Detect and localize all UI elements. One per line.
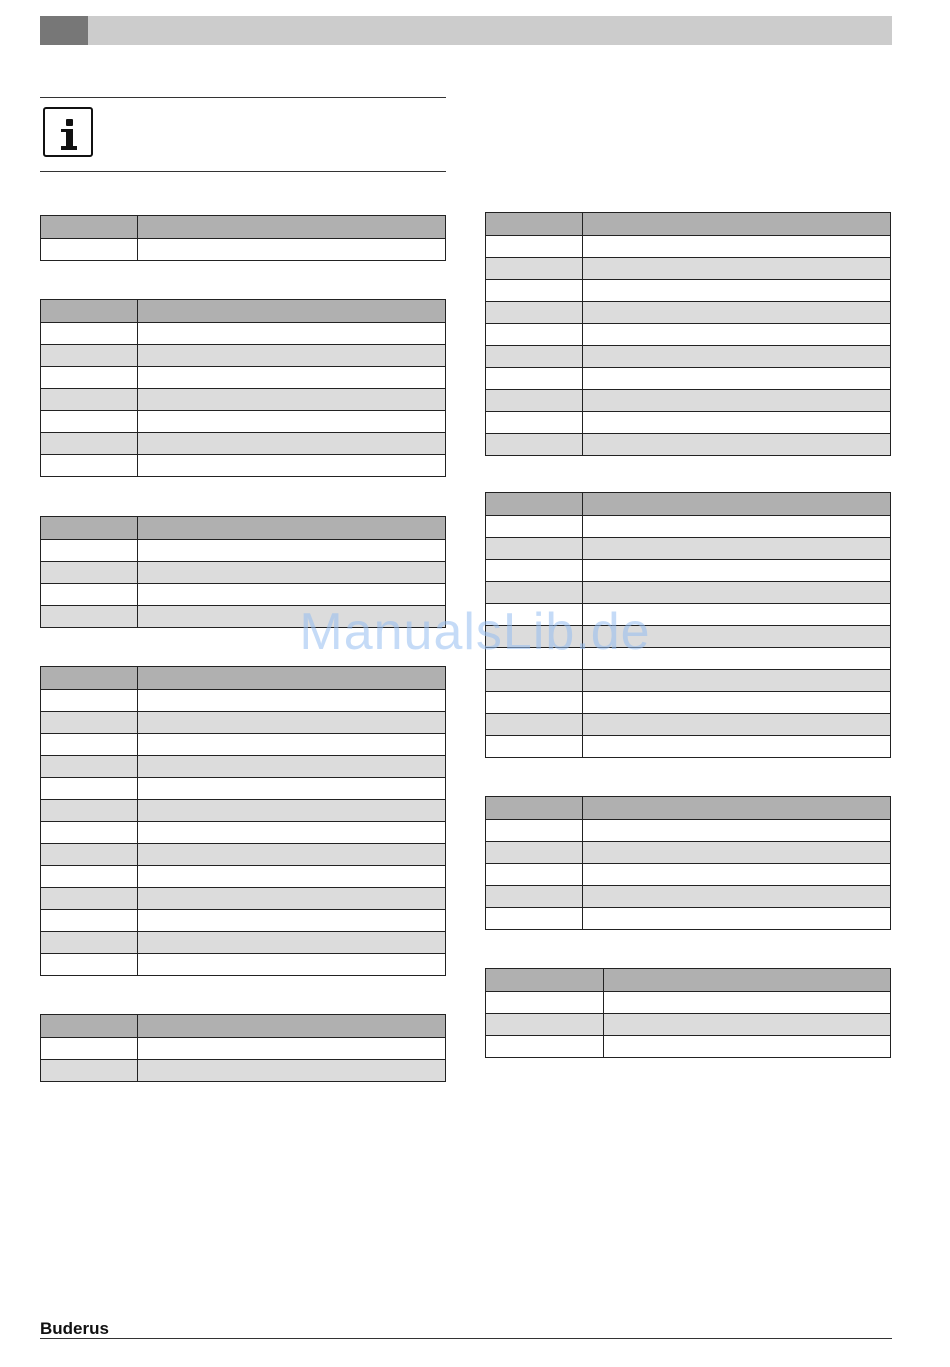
table-right-3 bbox=[485, 796, 891, 930]
table-cell bbox=[583, 324, 890, 345]
table-cell bbox=[604, 969, 890, 991]
table-cell bbox=[138, 239, 445, 260]
table-cell bbox=[583, 236, 890, 257]
table-cell bbox=[138, 411, 445, 432]
table-row bbox=[486, 301, 890, 323]
table-cell bbox=[583, 213, 890, 235]
table-cell bbox=[486, 236, 583, 257]
table-cell bbox=[41, 455, 138, 476]
table-row bbox=[486, 691, 890, 713]
table-row bbox=[486, 1013, 890, 1035]
table-row bbox=[486, 863, 890, 885]
table-cell bbox=[486, 969, 604, 991]
table-row bbox=[486, 819, 890, 841]
table-cell bbox=[41, 954, 138, 975]
watermark: ManualsLib.de bbox=[299, 603, 651, 661]
table-cell bbox=[138, 822, 445, 843]
table-row bbox=[486, 537, 890, 559]
buderus-logo: Buderus bbox=[40, 1319, 109, 1338]
table-cell bbox=[583, 692, 890, 713]
table-row bbox=[41, 799, 445, 821]
table-cell bbox=[138, 433, 445, 454]
table-cell bbox=[41, 433, 138, 454]
table-row bbox=[486, 389, 890, 411]
table-cell bbox=[138, 216, 445, 238]
table-left-2 bbox=[40, 299, 446, 477]
table-row bbox=[486, 669, 890, 691]
table-row bbox=[486, 885, 890, 907]
table-cell bbox=[583, 434, 890, 455]
table-cell bbox=[583, 842, 890, 863]
table-cell bbox=[583, 582, 890, 603]
table-row bbox=[486, 559, 890, 581]
table-row bbox=[486, 433, 890, 455]
table-left-5 bbox=[40, 1014, 446, 1082]
table-cell bbox=[41, 323, 138, 344]
table-cell bbox=[583, 538, 890, 559]
table-cell bbox=[41, 345, 138, 366]
table-cell bbox=[41, 667, 138, 689]
table-header-row bbox=[41, 517, 445, 539]
table-row bbox=[41, 1059, 445, 1081]
table-cell bbox=[583, 493, 890, 515]
table-cell bbox=[583, 390, 890, 411]
table-row bbox=[486, 235, 890, 257]
table-cell bbox=[486, 258, 583, 279]
table-row bbox=[486, 907, 890, 929]
table-cell bbox=[41, 932, 138, 953]
table-header-row bbox=[486, 213, 890, 235]
table-row bbox=[41, 561, 445, 583]
table-right-1 bbox=[485, 212, 891, 456]
table-cell bbox=[583, 736, 890, 757]
table-row bbox=[41, 344, 445, 366]
table-row bbox=[486, 345, 890, 367]
table-cell bbox=[486, 692, 583, 713]
table-cell bbox=[41, 800, 138, 821]
table-row bbox=[41, 388, 445, 410]
table-cell bbox=[486, 368, 583, 389]
table-cell bbox=[138, 300, 445, 322]
table-cell bbox=[486, 714, 583, 735]
table-left-1 bbox=[40, 215, 446, 261]
table-cell bbox=[486, 1036, 604, 1057]
table-row bbox=[41, 887, 445, 909]
table-cell bbox=[41, 778, 138, 799]
table-cell bbox=[138, 756, 445, 777]
table-cell bbox=[583, 886, 890, 907]
table-left-4 bbox=[40, 666, 446, 976]
table-cell bbox=[486, 434, 583, 455]
table-cell bbox=[138, 888, 445, 909]
table-cell bbox=[138, 778, 445, 799]
table-cell bbox=[583, 280, 890, 301]
table-cell bbox=[138, 540, 445, 561]
table-cell bbox=[583, 714, 890, 735]
table-row bbox=[486, 991, 890, 1013]
table-cell bbox=[41, 1038, 138, 1059]
table-cell bbox=[138, 562, 445, 583]
table-cell bbox=[41, 822, 138, 843]
table-row bbox=[41, 953, 445, 975]
table-cell bbox=[41, 367, 138, 388]
table-header-row bbox=[41, 1015, 445, 1037]
table-cell bbox=[486, 908, 583, 929]
table-row bbox=[486, 841, 890, 863]
table-cell bbox=[583, 412, 890, 433]
table-cell bbox=[41, 690, 138, 711]
table-cell bbox=[41, 239, 138, 260]
table-row bbox=[41, 454, 445, 476]
table-row bbox=[486, 515, 890, 537]
info-note-bottom-rule bbox=[40, 171, 446, 172]
table-cell bbox=[41, 888, 138, 909]
table-cell bbox=[486, 493, 583, 515]
table-cell bbox=[138, 910, 445, 931]
table-cell bbox=[41, 540, 138, 561]
table-row bbox=[41, 366, 445, 388]
table-cell bbox=[583, 258, 890, 279]
info-icon bbox=[43, 107, 93, 157]
table-cell bbox=[138, 954, 445, 975]
page-header-bar bbox=[40, 16, 892, 45]
table-cell bbox=[138, 367, 445, 388]
table-cell bbox=[583, 864, 890, 885]
table-cell bbox=[486, 582, 583, 603]
table-cell bbox=[486, 670, 583, 691]
table-cell bbox=[583, 670, 890, 691]
table-cell bbox=[138, 844, 445, 865]
table-header-row bbox=[486, 493, 890, 515]
table-cell bbox=[138, 1015, 445, 1037]
table-right-4 bbox=[485, 968, 891, 1058]
table-cell bbox=[486, 820, 583, 841]
table-cell bbox=[583, 797, 890, 819]
table-cell bbox=[41, 1060, 138, 1081]
table-row bbox=[41, 777, 445, 799]
table-header-row bbox=[41, 216, 445, 238]
table-row bbox=[41, 755, 445, 777]
table-cell bbox=[486, 324, 583, 345]
table-cell bbox=[138, 800, 445, 821]
table-cell bbox=[583, 908, 890, 929]
table-row bbox=[486, 713, 890, 735]
table-cell bbox=[41, 411, 138, 432]
table-cell bbox=[138, 866, 445, 887]
table-cell bbox=[486, 886, 583, 907]
table-header-row bbox=[486, 969, 890, 991]
table-cell bbox=[138, 690, 445, 711]
table-row bbox=[41, 909, 445, 931]
table-cell bbox=[41, 562, 138, 583]
table-cell bbox=[41, 517, 138, 539]
table-row bbox=[41, 322, 445, 344]
table-cell bbox=[41, 712, 138, 733]
table-cell bbox=[583, 820, 890, 841]
table-cell bbox=[486, 842, 583, 863]
table-cell bbox=[138, 1038, 445, 1059]
table-row bbox=[486, 735, 890, 757]
table-row bbox=[486, 257, 890, 279]
table-cell bbox=[583, 302, 890, 323]
table-row bbox=[486, 1035, 890, 1057]
chapter-tab bbox=[40, 16, 88, 45]
table-cell bbox=[486, 390, 583, 411]
table-row bbox=[41, 931, 445, 953]
table-row bbox=[41, 432, 445, 454]
table-cell bbox=[486, 213, 583, 235]
table-cell bbox=[604, 1014, 890, 1035]
info-note-top-rule bbox=[40, 97, 446, 98]
table-cell bbox=[138, 712, 445, 733]
table-row bbox=[486, 367, 890, 389]
table-cell bbox=[41, 216, 138, 238]
table-row bbox=[41, 821, 445, 843]
table-cell bbox=[486, 864, 583, 885]
table-cell bbox=[138, 734, 445, 755]
table-cell bbox=[583, 346, 890, 367]
table-cell bbox=[41, 866, 138, 887]
table-cell bbox=[41, 844, 138, 865]
table-cell bbox=[486, 302, 583, 323]
table-cell bbox=[138, 517, 445, 539]
table-row bbox=[41, 539, 445, 561]
table-row bbox=[486, 581, 890, 603]
table-row bbox=[41, 238, 445, 260]
table-cell bbox=[583, 368, 890, 389]
table-cell bbox=[41, 389, 138, 410]
table-row bbox=[41, 410, 445, 432]
table-cell bbox=[138, 345, 445, 366]
table-header-row bbox=[486, 797, 890, 819]
table-cell bbox=[486, 560, 583, 581]
table-row bbox=[41, 865, 445, 887]
footer-rule bbox=[40, 1338, 892, 1339]
table-cell bbox=[486, 538, 583, 559]
table-row bbox=[41, 711, 445, 733]
table-header-row bbox=[41, 300, 445, 322]
table-cell bbox=[486, 412, 583, 433]
table-cell bbox=[138, 323, 445, 344]
table-cell bbox=[604, 992, 890, 1013]
table-cell bbox=[41, 734, 138, 755]
table-cell bbox=[486, 346, 583, 367]
table-cell bbox=[486, 280, 583, 301]
table-cell bbox=[486, 992, 604, 1013]
table-row bbox=[486, 279, 890, 301]
table-cell bbox=[486, 516, 583, 537]
table-row bbox=[41, 733, 445, 755]
table-cell bbox=[41, 300, 138, 322]
table-row bbox=[486, 411, 890, 433]
table-cell bbox=[486, 736, 583, 757]
table-cell bbox=[41, 1015, 138, 1037]
table-cell bbox=[604, 1036, 890, 1057]
table-row bbox=[41, 1037, 445, 1059]
table-row bbox=[41, 689, 445, 711]
table-cell bbox=[138, 932, 445, 953]
table-row bbox=[486, 323, 890, 345]
table-cell bbox=[41, 756, 138, 777]
table-cell bbox=[138, 389, 445, 410]
table-cell bbox=[583, 516, 890, 537]
table-cell bbox=[138, 1060, 445, 1081]
table-cell bbox=[41, 910, 138, 931]
table-cell bbox=[486, 797, 583, 819]
table-row bbox=[41, 843, 445, 865]
table-cell bbox=[138, 455, 445, 476]
table-cell bbox=[138, 667, 445, 689]
table-header-row bbox=[41, 667, 445, 689]
table-cell bbox=[486, 1014, 604, 1035]
table-cell bbox=[583, 560, 890, 581]
